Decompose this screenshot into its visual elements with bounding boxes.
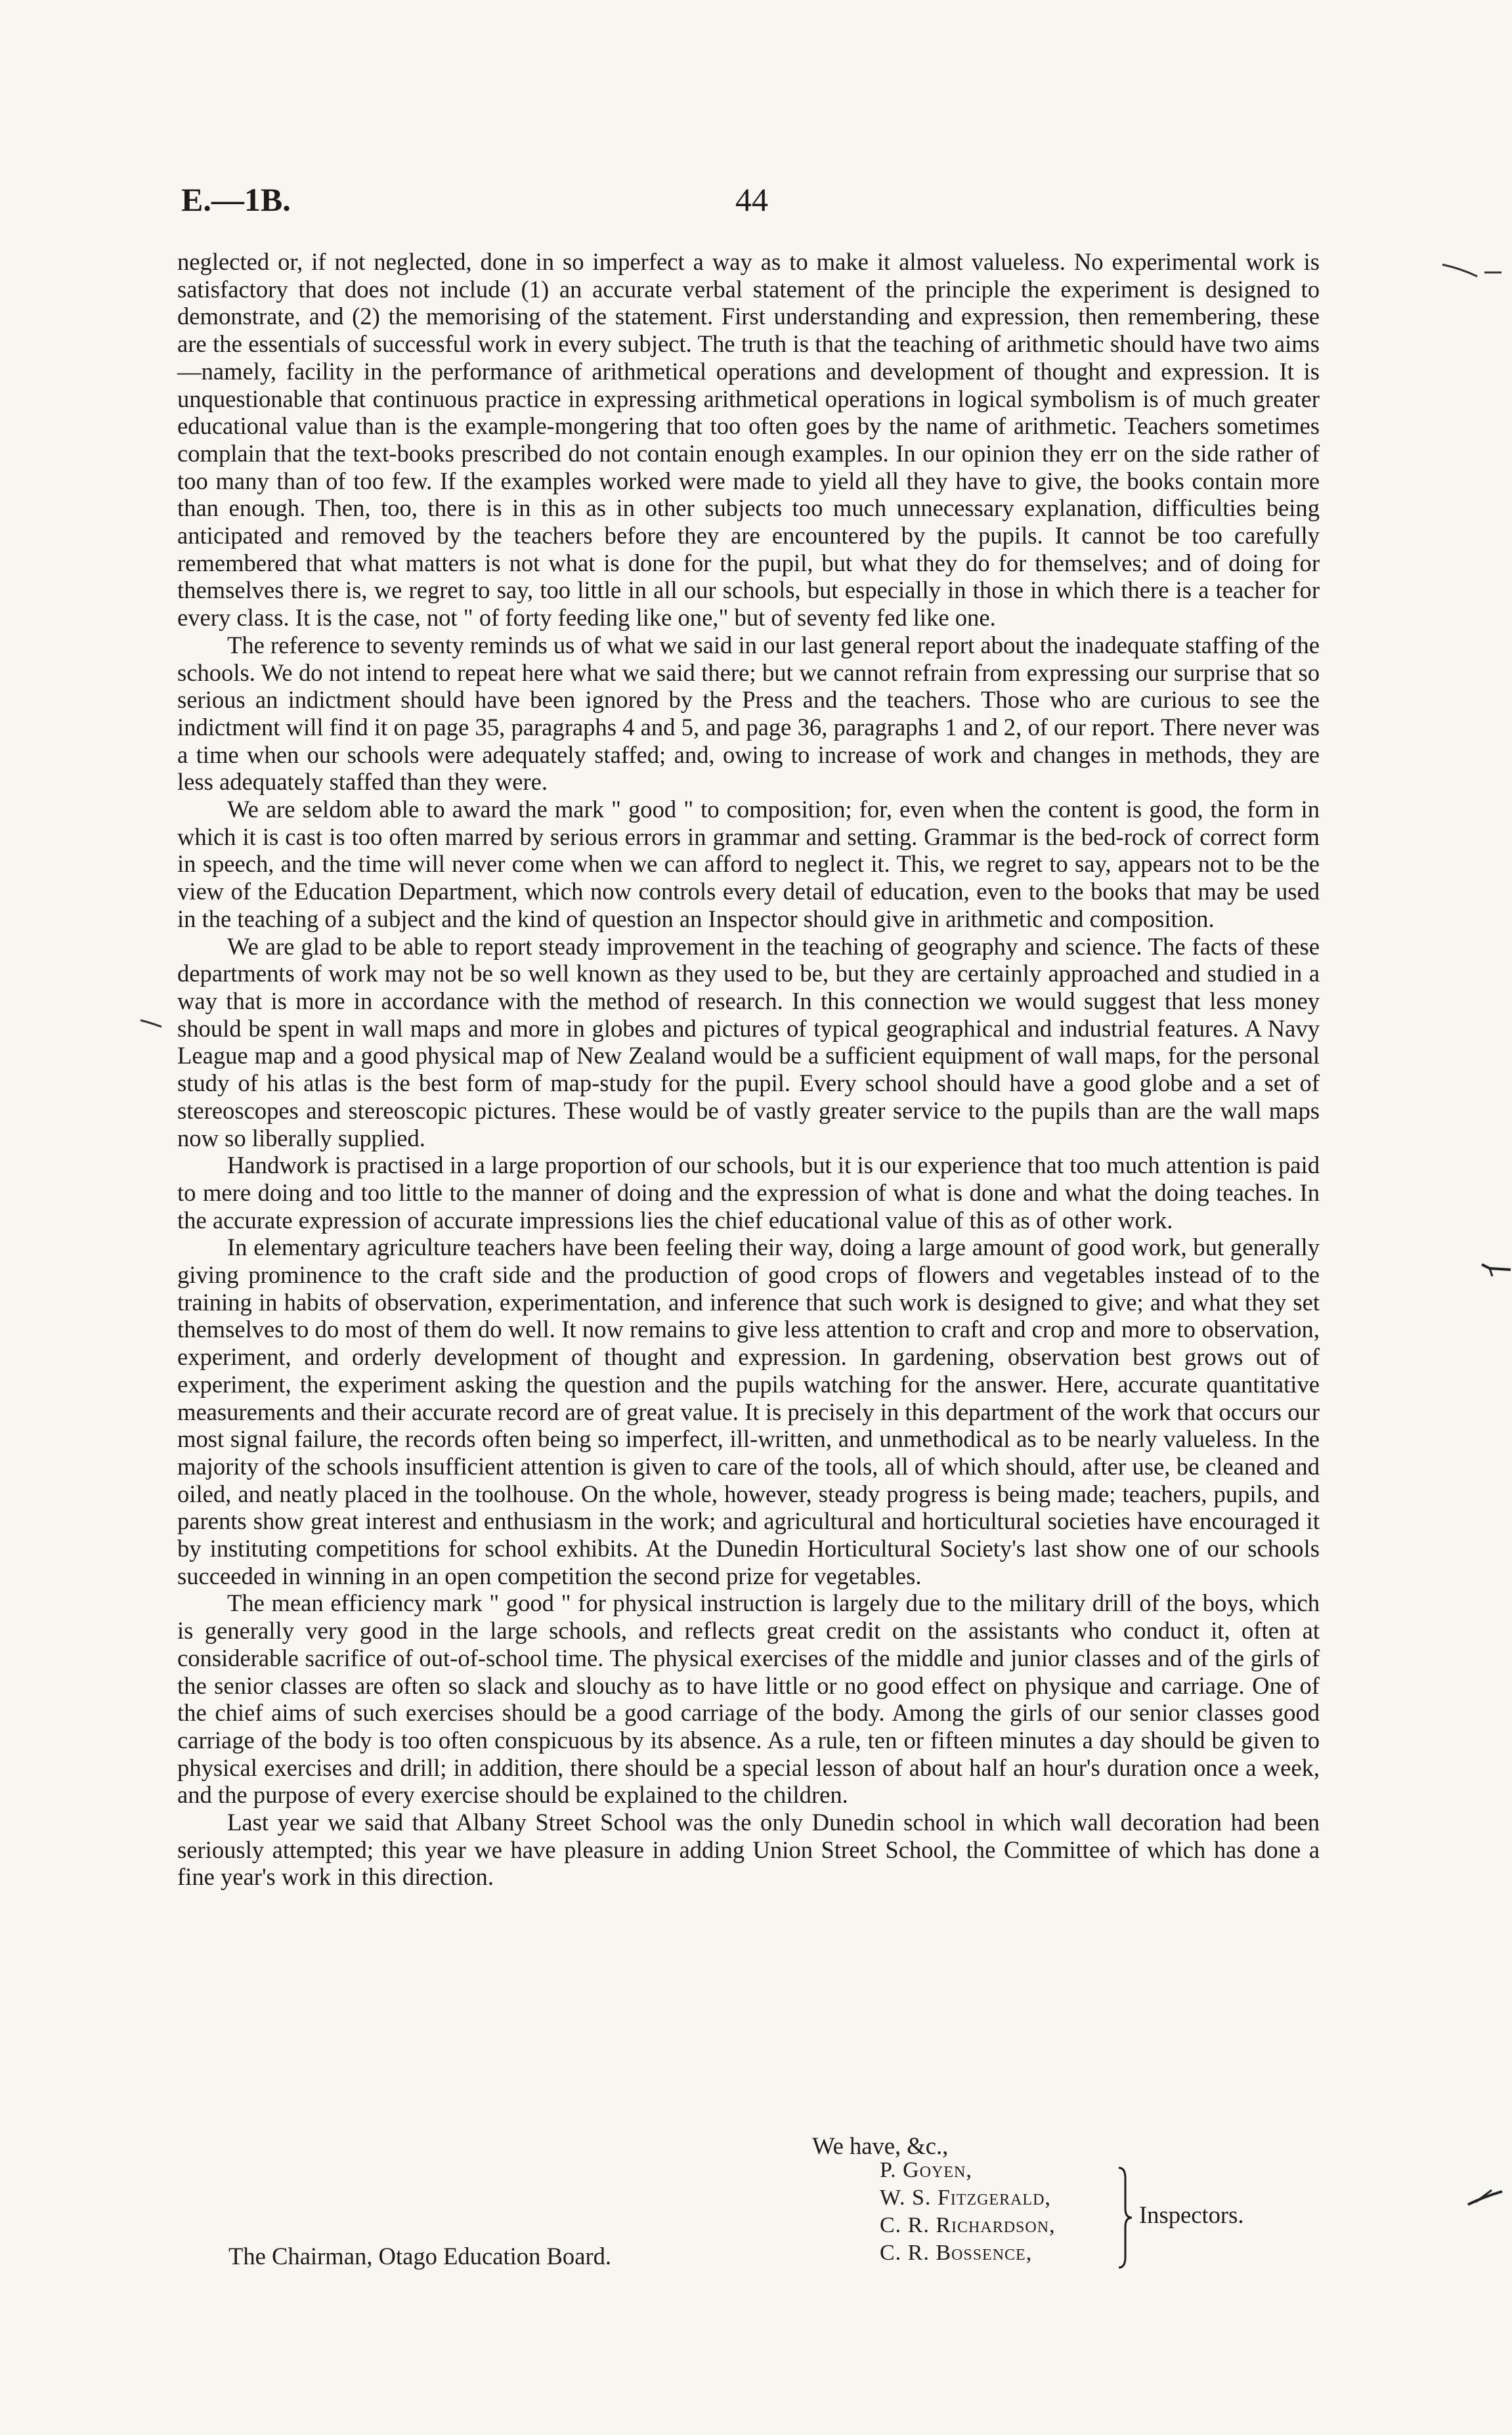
margin-mark-icon	[1441, 259, 1503, 279]
signature-block	[880, 2157, 1056, 2267]
paragraph: We are glad to be able to report steady improvement in the teaching of geography and science. The facts of these departments of work may not be so well known as they used to be, but they are certainly approached and studied in a way that is more in accordance with the method of research. In this connection we would suggest that less money should be spent in wall maps and more in globes and pictures of typical geographical and industrial features. A Navy League map and a good physical map of New Zealand would be a sufficient equipment of wall maps, for the personal study of his atlas is the best form of map-study for the pupil. Every school should have a good globe and a set of stereoscopes and stereoscopic pictures. These would be of vastly greater service to the pupils than are the wall maps now so liberally supplied.	[177, 932, 1320, 1152]
signatory: C. R. Bossence,	[880, 2241, 1033, 2265]
margin-mark-icon	[1480, 1259, 1512, 1279]
inspectors-label: Inspectors.	[1139, 2201, 1244, 2228]
paragraph: The mean efficiency mark " good " for physical instruction is largely due to the military drill of the boys, which is generally very good in the large schools, and reflects great credit on the assistants who conduct it, often at considerable sacrifice of out-of-school time. The physical exercises of the middle and junior classes and of the girls of the senior classes are often so slack and slouchy as to have little or no good effect on physique and carriage. One of the chief aims of such exercises should be a good carriage of the body. Among the girls of our senior classes good carriage of the body is too often conspicuous by its absence. As a rule, ten or fifteen minutes a day should be given to physical exercises and drill; in addition, there should be a special lesson of about half an hour's duration once a week, and the purpose of every exercise should be explained to the children.	[177, 1589, 1320, 1809]
page-number: 44	[735, 181, 768, 218]
paragraph: Last year we said that Albany Street School was the only Dunedin school in which wall decoration had been seriously attempted; this year we have pleasure in adding Union Street School, the Committee of which has done a fine year's work in this direction.	[177, 1809, 1320, 1891]
signatory: C. R. Richardson,	[880, 2213, 1056, 2237]
signatory: W. S. Fitzgerald,	[880, 2186, 1051, 2210]
margin-mark-icon	[1465, 2185, 1505, 2211]
report-body	[177, 248, 1320, 1891]
signatory: P. Goyen,	[880, 2158, 972, 2182]
margin-mark-icon	[139, 1016, 165, 1029]
report-reference: E.—1B.	[181, 181, 291, 218]
paragraph: We are seldom able to award the mark " good " to composition; for, even when the content is good, the form in which it is cast is too often marred by serious errors in grammar and setting. Grammar is the bed-rock of correct form in speech, and the time will never come when we can afford to neglect it. This, we regret to say, appears not to be the view of the Education Department, which now controls every detail of education, even to the books that may be used in the teaching of a subject and the kind of question an Inspector should give in arithmetic and composition.	[177, 796, 1320, 932]
right-brace-icon	[1116, 2165, 1134, 2270]
paragraph: Handwork is practised in a large proportion of our schools, but it is our experience that too much attention is paid to mere doing and too little to the manner of doing and the expression of what is done and what the doing teaches. In the accurate expression of accurate impressions lies the chief educational value of this as of other work.	[177, 1152, 1320, 1234]
paragraph: The reference to seventy reminds us of what we said in our last general report about the inadequate staffing of the schools. We do not intend to repeat here what we said there; but we cannot refrain from expressing our surprise that so serious an indictment should have been ignored by the Press and the teachers. Those who are curious to see the indictment will find it on page 35, paragraphs 4 and 5, and page 36, paragraphs 1 and 2, of our report. There never was a time when our schools were adequately staffed; and, owing to increase of work and changes in methods, they are less adequately staffed than they were.	[177, 631, 1320, 796]
paragraph: neglected or, if not neglected, done in so imperfect a way as to make it almost valueless. No experimental work is satisfactory that does not include (1) an accurate verbal statement of the principle the experiment is designed to demonstrate, and (2) the memorising of the statement. First understanding and expression, then remembering, these are the essentials of successful work in every subject. The truth is that the teaching of arithmetic should have two aims—namely, facility in the performance of arithmetical operations and development of thought and expression. It is unquestionable that continuous practice in expressing arithmetical operations in logical symbolism is of much greater educational value than is the example-mongering that too often goes by the name of arithmetic. Teachers sometimes complain that the text-books prescribed do not contain enough examples. In our opinion they err on the side rather of too many than of too few. If the examples worked were made to yield all they have to give, the books contain more than enough. Then, too, there is in this as in other subjects too much unnecessary explanation, difficulties being anticipated and removed by the teachers before they are encountered by the pupils. It cannot be too carefully remembered that what matters is not what is done for the pupil, but what they do for themselves; and of doing for themselves there is, we regret to say, too little in all our schools, but especially in those in which there is a teacher for every class. It is the case, not " of forty feeding like one," but of seventy fed like one.	[177, 248, 1320, 632]
addressee: The Chairman, Otago Education Board.	[228, 2243, 612, 2270]
paragraph: In elementary agriculture teachers have been feeling their way, doing a large amount of good work, but generally giving prominence to the craft side and the production of good crops of flowers and vegetables instead of to the training in habits of observation, experimentation, and inference that such work is designed to give; and what they set themselves to do most of them do well. It now remains to give less attention to craft and crop and more to observation, experiment, and orderly development of thought and expression. In gardening, observation best grows out of experiment, the experiment asking the question and the pupils watching for the answer. Here, accurate quantitative measurements and their accurate record are of great value. It is precisely in this department of the work that occurs our most signal failure, the records often being so imperfect, ill-written, and unmethodical as to be nearly valueless. In the majority of the schools insufficient attention is given to care of the tools, all of which should, after use, be cleaned and oiled, and neatly placed in the toolhouse. On the whole, however, steady progress is being made; teachers, pupils, and parents show great interest and enthusiasm in the work; and agricultural and horticultural societies have encouraged it by instituting competitions for school exhibits. At the Dunedin Horticultural Society's last show one of our schools succeeded in winning in an open competition the second prize for vegetables.	[177, 1234, 1320, 1589]
closing-salutation: We have, &c.,	[812, 2132, 949, 2159]
